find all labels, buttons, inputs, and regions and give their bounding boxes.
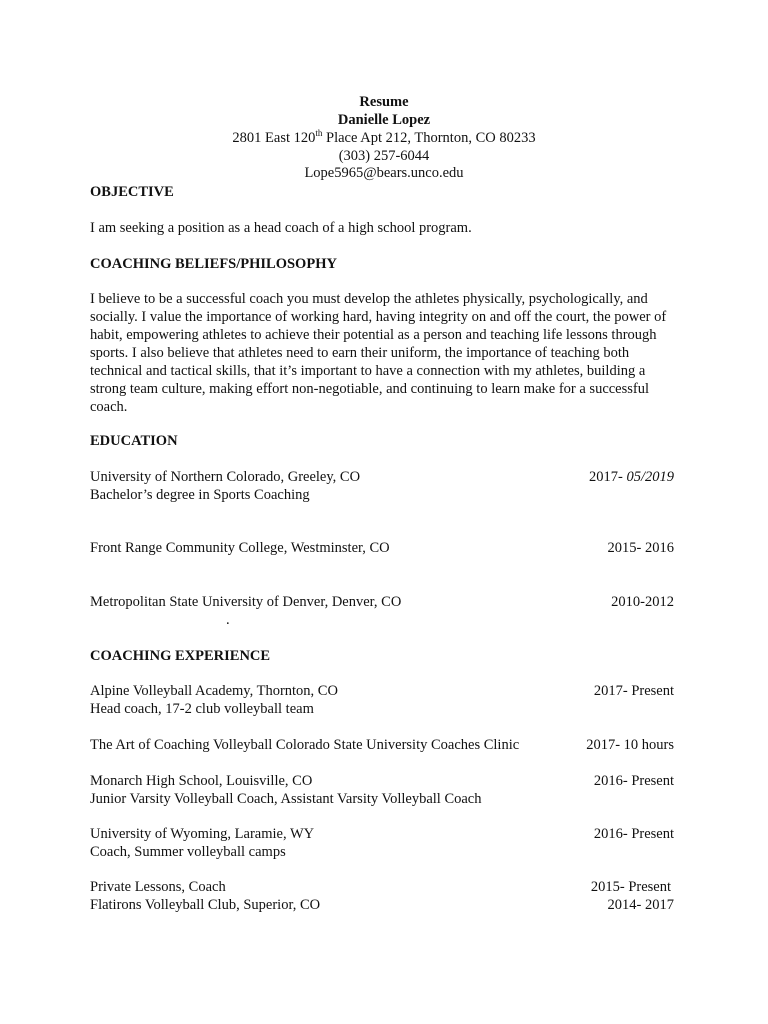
education-date: 2015- 2016 — [607, 540, 674, 556]
education-date — [589, 468, 674, 486]
experience-place: University of Wyoming, Laramie, WY — [90, 826, 315, 842]
education-school: University of Northern Colorado, Greeley, CO — [90, 469, 361, 485]
experience-place: Flatirons Volleyball Club, Superior, CO — [90, 897, 321, 913]
experience-heading: COACHING EXPERIENCE — [90, 648, 271, 664]
education-detail: Bachelor’s degree in Sports Coaching — [90, 487, 310, 503]
experience-date: 2016- Present — [593, 826, 674, 842]
experience-date: 2016- Present — [593, 773, 674, 789]
experience-place: Private Lessons, Coach — [90, 879, 226, 895]
address — [0, 129, 768, 147]
experience-place: Alpine Volleyball Academy, Thornton, CO — [90, 683, 338, 699]
experience-role: Junior Varsity Volleyball Coach, Assistant Varsity Volleyball Coach — [90, 791, 482, 807]
experience-place: The Art of Coaching Volleyball Colorado State University Coaches Clinic — [90, 737, 520, 753]
education-heading: EDUCATION — [90, 433, 178, 449]
education-school: Metropolitan State University of Denver, Denver, CO — [90, 594, 402, 610]
phone-number: (303) 257-6044 — [338, 148, 430, 164]
education-date: 2010-2012 — [611, 594, 674, 610]
education-school: Front Range Community College, Westminster, CO — [90, 540, 390, 556]
experience-date: 2017- 10 hours — [586, 737, 674, 753]
experience-date: 2014- 2017 — [607, 897, 674, 913]
address-end: Place Apt 212, Thornton, CO 80233 — [322, 130, 536, 146]
objective-text: I am seeking a position as a head coach of a high school program. — [90, 220, 472, 236]
document-title: Resume — [359, 94, 409, 110]
applicant-name: Danielle Lopez — [337, 112, 431, 128]
experience-date: 2015- Present — [590, 879, 671, 895]
experience-place: Monarch High School, Louisville, CO — [90, 773, 313, 789]
philosophy-text: I believe to be a successful coach you must develop the athletes physically, psychologically, and socially. I value the importance of working hard, having integrity on and off the court, the power of habit, empowering athletes to achieve their potential as a person and teaching life lessons through sports. I also believe that athletes need to earn their uniform, the importance of teaching both technical and tactical skills, that it’s important to have a connection with my athletes, building a strong team culture, making effort non-negotiable, and continuing to learn make for a successful coach. — [90, 291, 667, 415]
address-start: 2801 East 120 — [232, 130, 316, 146]
experience-role: Coach, Summer volleyball camps — [90, 844, 286, 860]
objective-heading: OBJECTIVE — [90, 184, 174, 200]
experience-role: Head coach, 17-2 club volleyball team — [90, 701, 314, 717]
education-detail: . — [226, 612, 230, 628]
experience-date: 2017- Present — [593, 683, 674, 699]
education-date-start: 2017- — [589, 469, 627, 485]
philosophy-heading: COACHING BELIEFS/PHILOSOPHY — [90, 256, 337, 272]
address-ordinal: th — [315, 128, 323, 139]
education-date-end: 05/2019 — [626, 469, 674, 485]
email-address: Lope5965@bears.unco.edu — [304, 165, 464, 181]
